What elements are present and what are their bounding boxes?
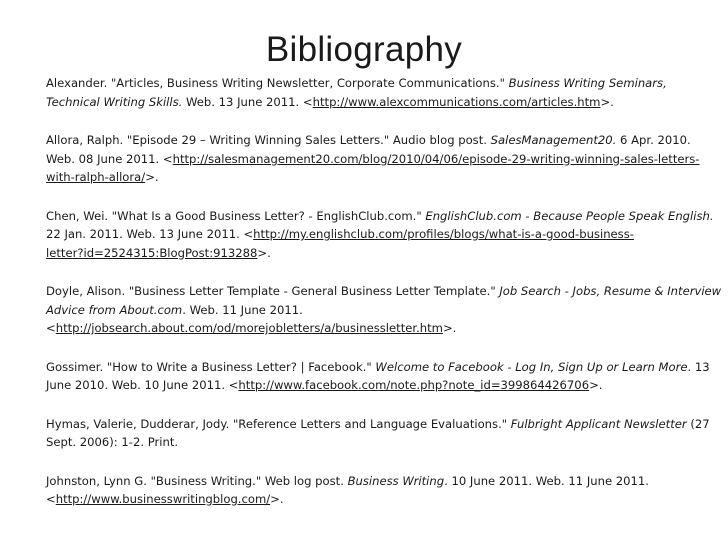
source-title: Technical Writing Skills. xyxy=(46,94,183,109)
entry-line xyxy=(46,225,706,244)
entry-text: . Web. 11 June 2011. xyxy=(182,302,303,317)
entry-line xyxy=(46,168,706,187)
bibliography-entry xyxy=(46,207,714,263)
source-title: Fulbright Applicant Newsletter xyxy=(510,416,687,431)
entry-text: Sept. 2006): 1-2. Print. xyxy=(46,435,179,449)
bibliography-entry xyxy=(46,415,710,452)
entry-text: 6 Apr. 2010. xyxy=(616,133,691,147)
entry-line xyxy=(46,244,706,263)
bibliography-entry xyxy=(46,282,722,338)
source-title: Welcome to Facebook - Log In, Sign Up or Learn More xyxy=(375,359,688,374)
entry-line xyxy=(46,131,706,150)
entry-text: Allora, Ralph. "Episode 29 – Writing Winning Sales Letters." Audio blog post. xyxy=(46,133,491,147)
reference-link[interactable]: http://www.alexcommunications.com/articles.htm xyxy=(312,94,601,109)
entry-line xyxy=(46,490,706,509)
entry-line xyxy=(46,301,706,320)
reference-link[interactable]: http://www.businesswritingblog.com/ xyxy=(55,492,271,506)
entry-line xyxy=(46,433,706,452)
entry-text: >. xyxy=(257,245,271,260)
bibliography-entry xyxy=(46,358,710,395)
entry-line xyxy=(46,93,706,112)
bibliography-entry xyxy=(46,131,706,187)
entry-text: Alexander. "Articles, Business Writing Newsletter, Corporate Communications." xyxy=(46,76,509,90)
entry-text: < xyxy=(46,492,56,506)
entry-line xyxy=(46,376,706,395)
entry-text: >. xyxy=(270,492,284,506)
entry-text: Web. 08 June 2011. < xyxy=(46,151,173,166)
source-title: Job Search - Jobs, Resume & Interview xyxy=(499,284,722,298)
source-title: Business Writing Seminars, xyxy=(508,76,667,90)
entry-line xyxy=(46,74,706,93)
reference-link[interactable]: http://www.facebook.com/note.php?note_id=399864426706 xyxy=(238,378,590,392)
entry-line xyxy=(46,415,710,434)
entry-text: Doyle, Alison. "Business Letter Template - General Business Letter Template." xyxy=(46,284,500,298)
reference-link[interactable]: http://jobsearch.about.com/od/morejobletters/a/businessletter.htm xyxy=(55,321,443,335)
entry-text: >. xyxy=(600,94,614,109)
entry-line xyxy=(46,150,706,169)
bibliography-entry xyxy=(46,472,706,509)
entry-text: >. xyxy=(145,170,159,184)
reference-link[interactable]: http://salesmanagement20.com/blog/2010/04/06/episode-29-writing-winning-sales-letters- xyxy=(172,151,700,166)
reference-link[interactable]: http://my.englishclub.com/profiles/blogs/what-is-a-good-business- xyxy=(253,227,634,241)
entry-text: Gossimer. "How to Write a Business Letter? | Facebook." xyxy=(46,359,376,374)
source-title: SalesManagement20. xyxy=(490,133,617,147)
entry-line xyxy=(46,319,706,338)
reference-link[interactable]: letter?id=2524315:BlogPost:913288 xyxy=(46,245,258,260)
entry-text: . 13 xyxy=(687,359,710,374)
entry-line xyxy=(46,358,710,377)
page-title: Bibliography xyxy=(265,30,463,69)
source-title: Advice from About.com xyxy=(46,302,183,317)
entry-text: . 10 June 2011. Web. 11 June 2011. xyxy=(444,473,649,488)
bibliography-list xyxy=(46,74,722,529)
reference-link[interactable]: with-ralph-allora/ xyxy=(46,170,146,184)
entry-text: Johnston, Lynn G. "Business Writing." Web log post. xyxy=(46,473,348,488)
entry-text: (27 xyxy=(686,416,710,431)
entry-text: June 2010. Web. 10 June 2011. < xyxy=(46,378,239,392)
entry-text: Hymas, Valerie, Dudderar, Jody. "Reference Letters and Language Evaluations." xyxy=(46,416,511,431)
entry-text: Chen, Wei. "What Is a Good Business Letter? - EnglishClub.com." xyxy=(46,208,426,223)
entry-text: < xyxy=(46,321,56,335)
entry-text: 22 Jan. 2011. Web. 13 June 2011. < xyxy=(46,227,254,241)
bibliography-entry xyxy=(46,74,706,111)
entry-line xyxy=(46,472,706,491)
entry-text: Web. 13 June 2011. < xyxy=(182,94,313,109)
source-title: EnglishClub.com - Because People Speak English. xyxy=(425,208,714,223)
entry-line xyxy=(46,282,722,301)
source-title: Business Writing xyxy=(347,473,445,488)
entry-line xyxy=(46,207,714,226)
entry-text: >. xyxy=(589,378,603,392)
entry-text: >. xyxy=(442,321,457,335)
